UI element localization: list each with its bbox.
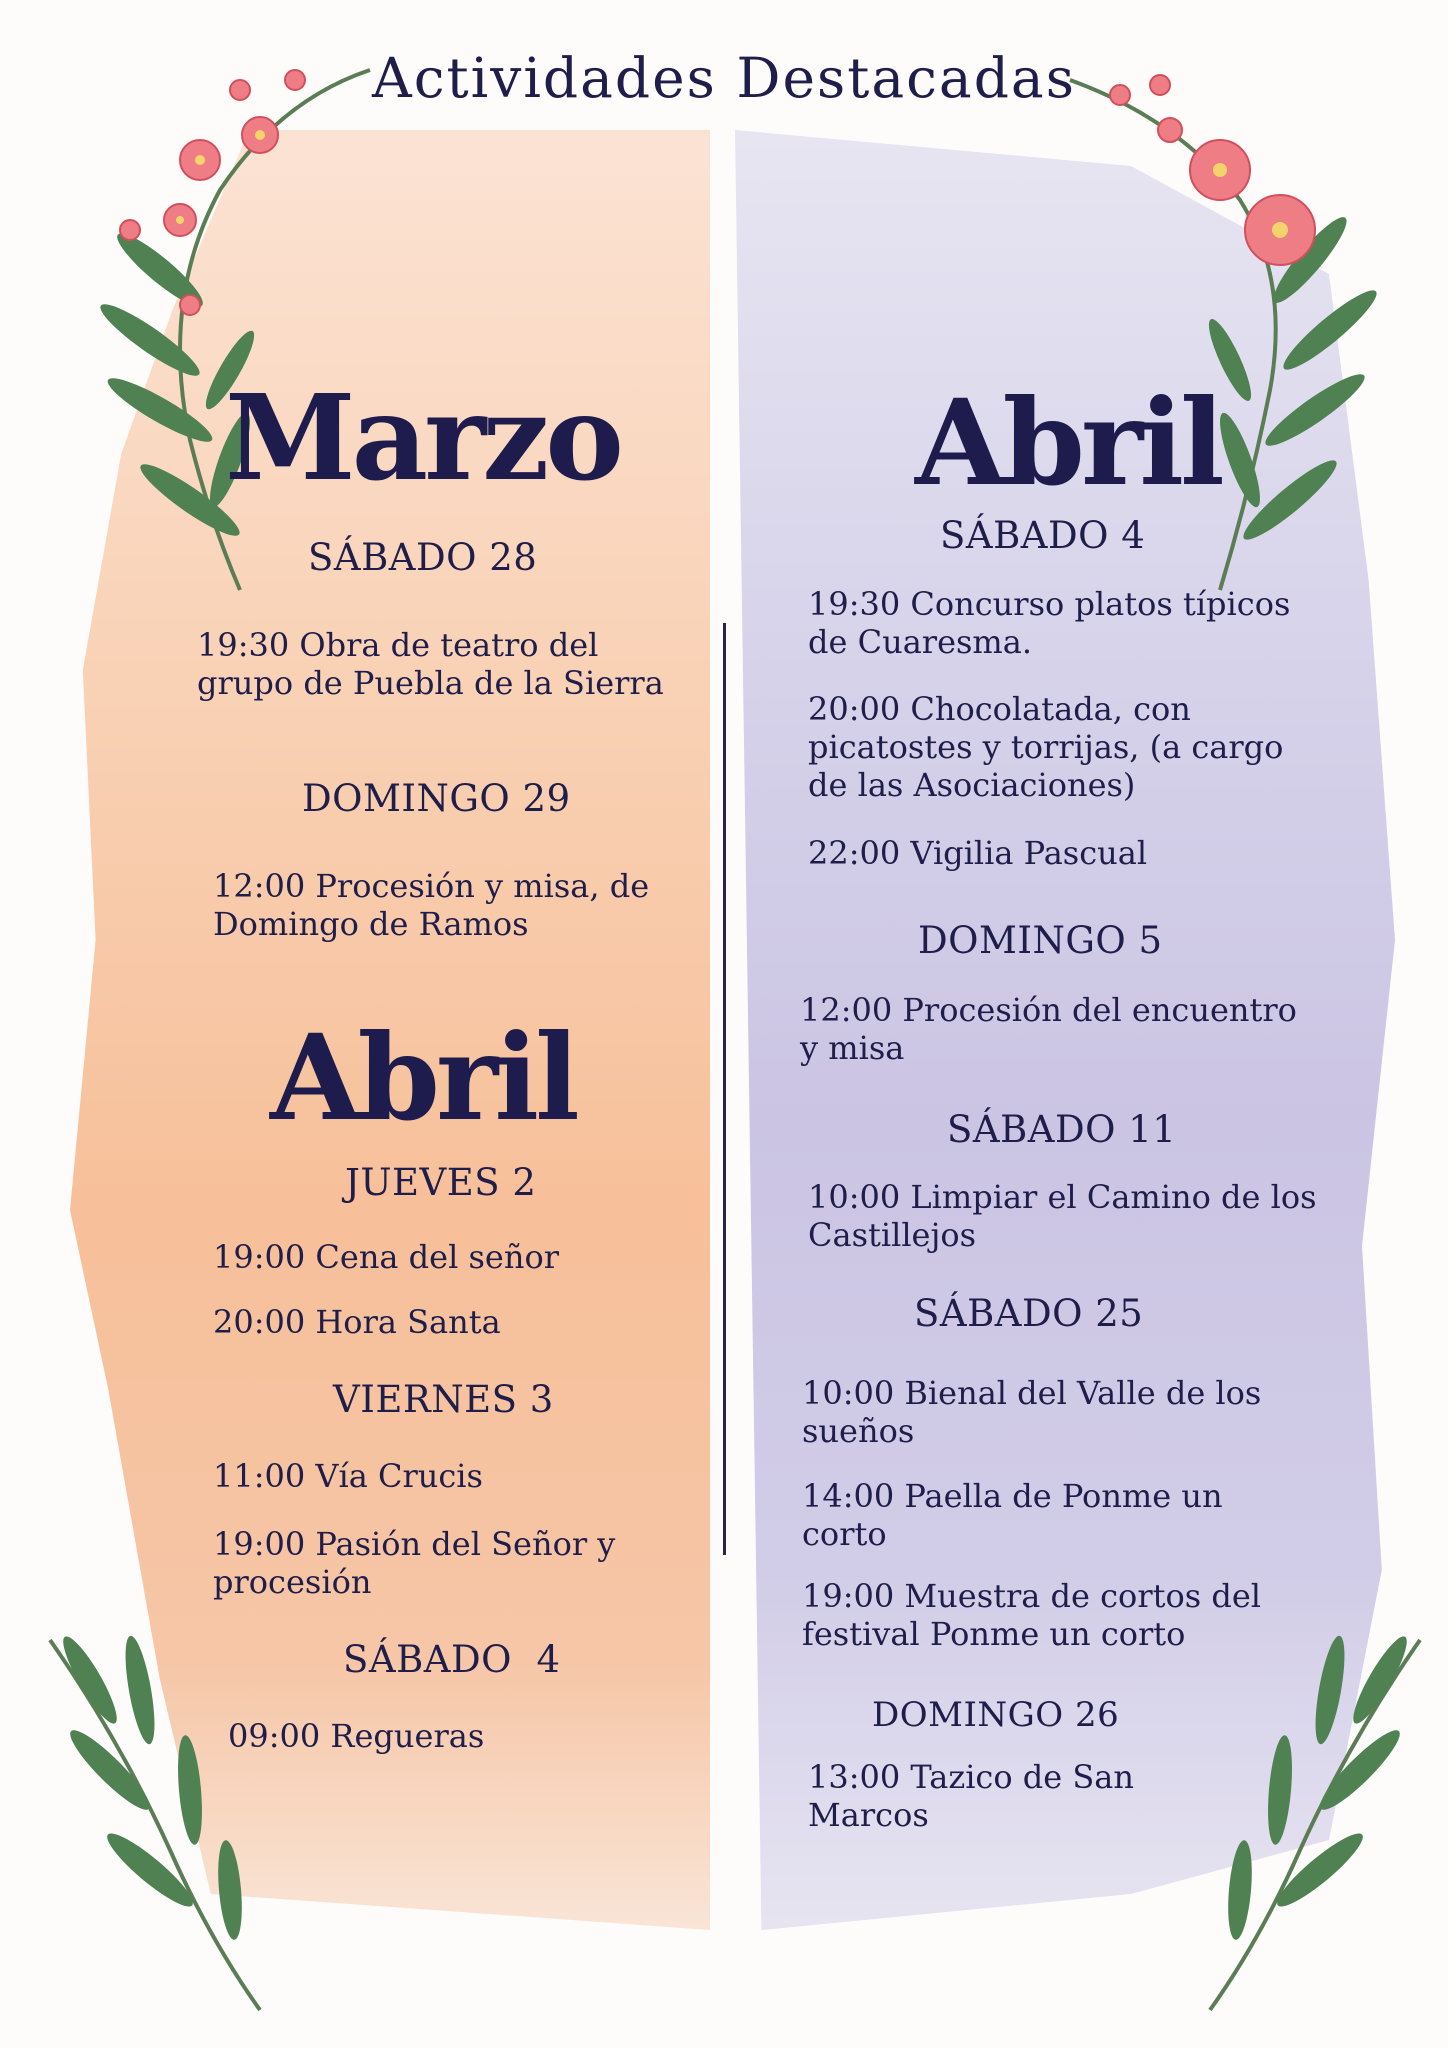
event-item: 19:30 Obra de teatro del grupo de Puebla de la Sierra bbox=[197, 626, 664, 702]
month-heading-abril: Abril bbox=[270, 1008, 576, 1147]
bottom-right-leaf-branch bbox=[1180, 1620, 1440, 2020]
event-item: 12:00 Procesión y misa, de Domingo de Ramos bbox=[213, 867, 650, 943]
day-heading: SÁBADO 4 bbox=[343, 1638, 561, 1681]
event-item: 09:00 Regueras bbox=[228, 1717, 485, 1755]
day-heading: DOMINGO 5 bbox=[918, 919, 1163, 962]
day-heading: DOMINGO 26 bbox=[872, 1695, 1120, 1735]
top-left-floral-branch bbox=[40, 40, 420, 600]
page-title: Actividades Destacadas bbox=[372, 46, 1076, 110]
day-heading: JUEVES 2 bbox=[345, 1161, 537, 1204]
day-heading: SÁBADO 11 bbox=[947, 1108, 1177, 1151]
bottom-left-leaf-branch bbox=[30, 1620, 290, 2020]
event-item: 19:30 Concurso platos típicos de Cuaresma. bbox=[808, 585, 1291, 661]
event-item: 11:00 Vía Crucis bbox=[213, 1457, 483, 1495]
day-heading: DOMINGO 29 bbox=[302, 777, 571, 820]
event-item: 20:00 Chocolatada, con picatostes y torrijas, (a cargo de las Asociaciones) bbox=[808, 690, 1284, 804]
day-heading: SÁBADO 25 bbox=[914, 1292, 1144, 1335]
event-item: 13:00 Tazico de San Marcos bbox=[808, 1758, 1134, 1834]
event-item: 19:00 Cena del señor bbox=[213, 1238, 560, 1276]
day-heading: SÁBADO 4 bbox=[940, 514, 1146, 557]
event-item: 10:00 Limpiar el Camino de los Castillejos bbox=[808, 1178, 1317, 1254]
event-item: 12:00 Procesión del encuentro y misa bbox=[800, 991, 1297, 1067]
event-item: 19:00 Pasión del Señor y procesión bbox=[213, 1525, 616, 1601]
month-heading-marzo: Marzo bbox=[225, 368, 620, 507]
event-item: 20:00 Hora Santa bbox=[213, 1303, 501, 1341]
event-item: 10:00 Bienal del Valle de los sueños bbox=[802, 1374, 1262, 1450]
day-heading: SÁBADO 28 bbox=[308, 536, 538, 579]
day-heading: VIERNES 3 bbox=[333, 1378, 554, 1421]
event-item: 19:00 Muestra de cortos del festival Ponme un corto bbox=[802, 1577, 1261, 1653]
month-heading-abril: Abril bbox=[915, 373, 1221, 512]
event-item: 14:00 Paella de Ponme un corto bbox=[802, 1477, 1223, 1553]
event-item: 22:00 Vigilia Pascual bbox=[808, 834, 1148, 872]
center-divider bbox=[723, 623, 726, 1555]
